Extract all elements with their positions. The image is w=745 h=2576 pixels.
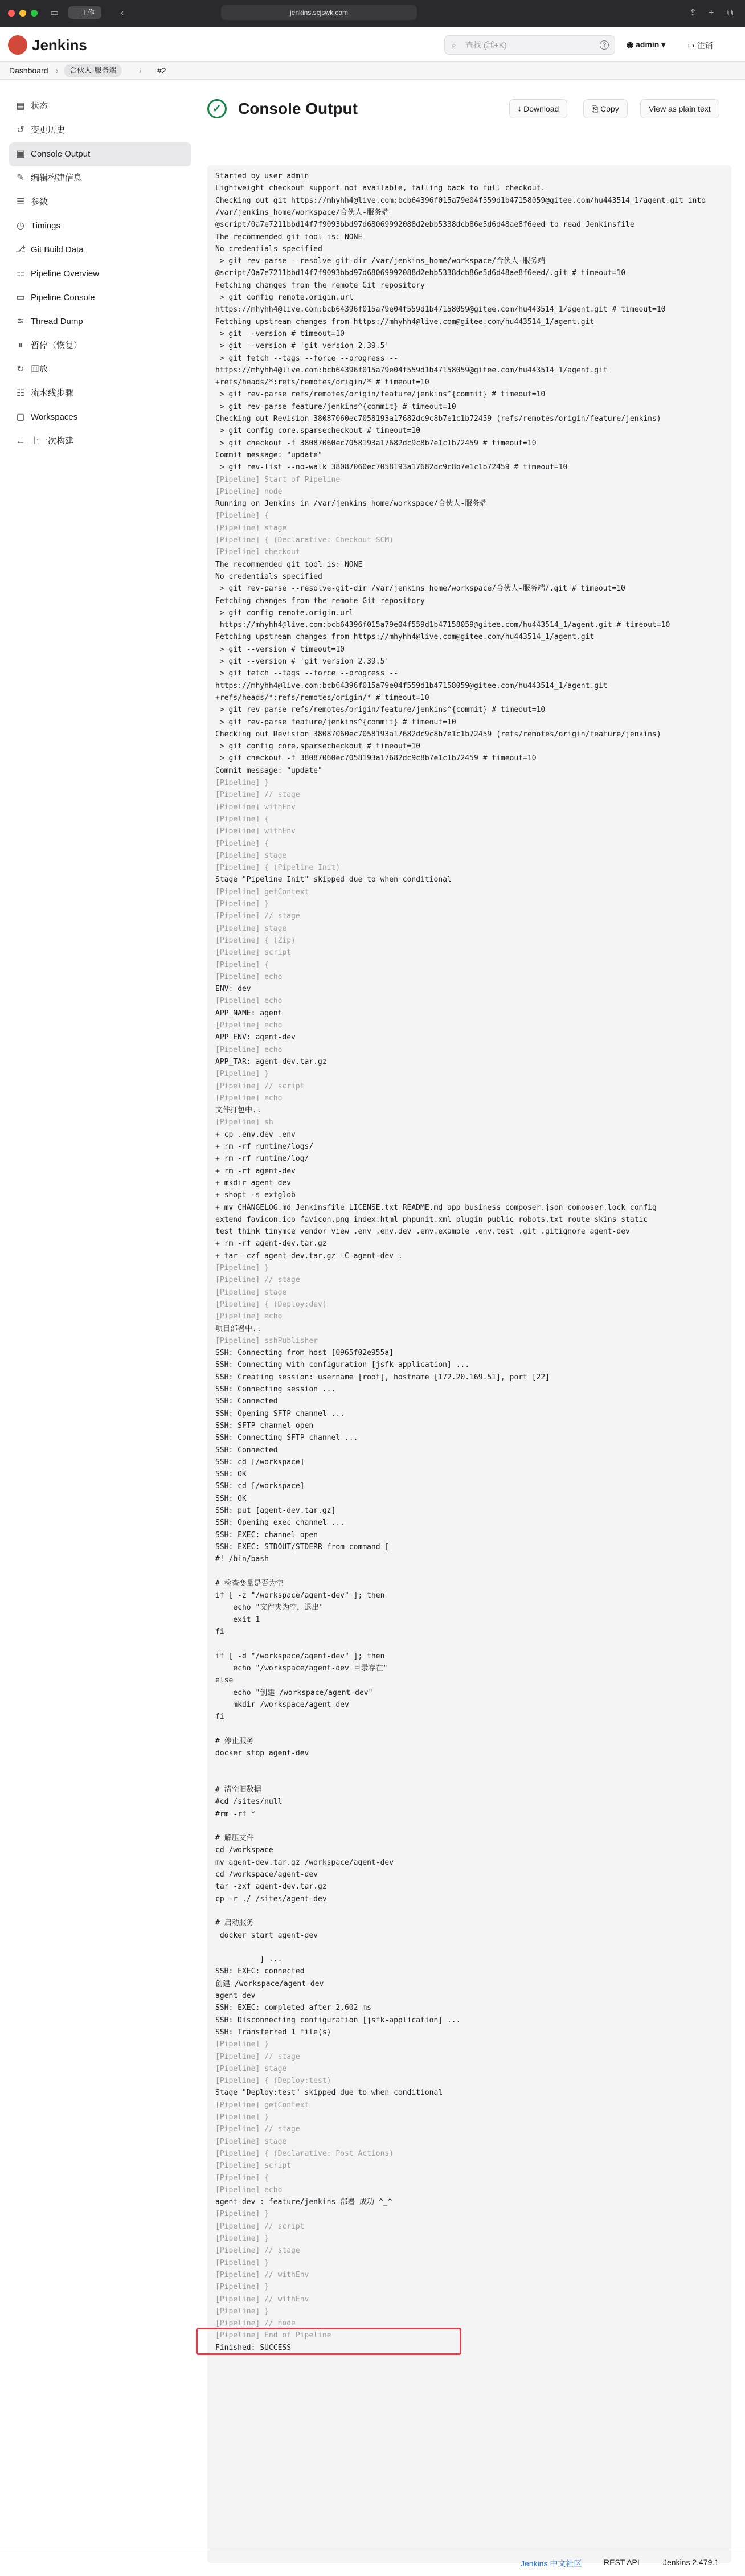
sidebar-item-8[interactable]: [9, 286, 191, 310]
console-line: [Pipeline] {: [215, 960, 269, 969]
sidebar-item-label: 暂停（恢复）: [31, 341, 83, 350]
console-line: [Pipeline] // stage: [215, 791, 300, 800]
sidebar-item-11[interactable]: [9, 358, 191, 382]
back-icon[interactable]: ‹: [121, 8, 124, 18]
console-line: [Pipeline] script: [215, 2161, 292, 2170]
console-line: [Pipeline] { (Deploy:dev): [215, 1300, 327, 1309]
sidebar-item-label: Pipeline Overview: [31, 269, 100, 279]
console-line: > git config remote.origin.url: [215, 608, 354, 617]
pause-icon: ⏸: [18, 341, 23, 350]
jenkins-page: [0, 27, 745, 2576]
terminal-icon: ▣: [16, 149, 25, 159]
console-line: [Pipeline] {: [215, 814, 269, 824]
console-line: + mv CHANGELOG.md Jenkinsfile LICENSE.txt README.md app business composer.json composer.lock config: [215, 1203, 657, 1212]
minimize-window-icon[interactable]: [19, 10, 26, 17]
console-line: https://mhyhh4@live.com:bcb64396f015a79e04f559d1b47158059@gitee.com/hu443514_1/agent.git: [215, 366, 608, 375]
console-line: SSH: cd [/workspace]: [215, 1457, 305, 1467]
console-line: @script/0a7e7211bbd14f7f9093bbd97d68069992088d2ebb5338dcb86e5d6d48ae8f6eed/.git # timeout=10: [215, 269, 626, 278]
console-line: cd /workspace/agent-dev: [215, 1870, 318, 1879]
console-line: [Pipeline] sh: [215, 1118, 273, 1127]
console-line: [Pipeline] echo: [215, 1021, 283, 1030]
sidebar-item-label: 回放: [31, 365, 48, 374]
console-line: SSH: put [agent-dev.tar.gz]: [215, 1506, 336, 1515]
console-line: Started by user admin: [215, 172, 309, 181]
console-line: SSH: EXEC: completed after 2,602 ms: [215, 2004, 371, 2013]
console-line: > git rev-parse --resolve-git-dir /var/jenkins_home/workspace/合伙人-服务端/.git # timeout=10: [215, 584, 625, 593]
top-header: [0, 27, 745, 62]
console-line: # 检查变量是否为空: [215, 1579, 284, 1588]
console-line: > git --version # 'git version 2.39.5': [215, 342, 390, 351]
console-line: docker stop agent-dev: [215, 1749, 309, 1758]
clock-icon: ◷: [17, 221, 24, 231]
console-line: [Pipeline] {: [215, 511, 269, 521]
steps-icon: ☷: [16, 388, 25, 398]
console-line: fi: [215, 1628, 224, 1636]
console-line: + shopt -s extglob: [215, 1191, 296, 1200]
console-line: if [ -z "/workspace/agent-dev" ]; then: [215, 1591, 385, 1600]
edit-icon: ✎: [17, 173, 24, 183]
thread-icon: ≋: [17, 317, 24, 326]
console-line: Lightweight checkout support not available, falling back to full checkout.: [215, 184, 546, 193]
console-line: [Pipeline] echo: [215, 2185, 283, 2194]
console-line: agent-dev: [215, 1992, 256, 2000]
console-line: > git --version # 'git version 2.39.5': [215, 657, 390, 666]
footer-rest-api-link[interactable]: REST API: [604, 2558, 640, 2567]
console-line: SSH: OK: [215, 1470, 247, 1479]
console-line: > git fetch --tags --force --progress --: [215, 669, 398, 678]
copy-label: Copy: [600, 104, 619, 113]
copy-button[interactable]: ⎘ Copy: [583, 99, 628, 118]
console-line: [Pipeline] stage: [215, 851, 287, 860]
console-line: [Pipeline] stage: [215, 523, 287, 533]
console-line: SSH: Connecting SFTP channel ...: [215, 1434, 358, 1443]
console-line: + rm -rf runtime/logs/: [215, 1142, 314, 1151]
console-line: [Pipeline] script: [215, 948, 292, 957]
console-line: Commit message: "update": [215, 766, 322, 775]
console-line: > git --version # timeout=10: [215, 645, 345, 654]
console-line: > git config remote.origin.url: [215, 293, 354, 302]
console-line: > git --version # timeout=10: [215, 329, 345, 338]
search-icon: ⌕: [452, 40, 456, 50]
console-line: [Pipeline] }: [215, 1264, 269, 1272]
console-line: 项目部署中..: [215, 1324, 261, 1333]
console-line: #rm -rf *: [215, 1809, 256, 1819]
breadcrumb-separator-icon: ›: [56, 66, 59, 75]
console-line: > git config core.sparsecheckout # timeout=10: [215, 427, 421, 436]
sidebar-item-9[interactable]: [9, 310, 191, 334]
console-line: [Pipeline] getContext: [215, 2100, 309, 2110]
console-line: [Pipeline] stage: [215, 924, 287, 933]
console-line: Finished: SUCCESS: [215, 2343, 292, 2352]
console-line: SSH: Connected: [215, 1445, 278, 1455]
maximize-window-icon[interactable]: [31, 10, 38, 17]
sidebar-item-label: 状态: [31, 101, 48, 111]
console-line: APP_ENV: agent-dev: [215, 1033, 296, 1042]
sidebar-item-10[interactable]: [9, 334, 191, 358]
user-name: admin: [636, 40, 660, 49]
console-line: > git rev-parse feature/jenkins^{commit} # timeout=10: [215, 402, 456, 411]
console-line: > git rev-parse refs/remotes/origin/feature/jenkins^{commit} # timeout=10: [215, 390, 546, 399]
console-line: > git config core.sparsecheckout # timeout=10: [215, 742, 421, 751]
list-icon: ☰: [16, 197, 25, 207]
sidebar-item-4[interactable]: [9, 190, 191, 214]
console-line: [Pipeline] { (Declarative: Post Actions): [215, 2149, 394, 2158]
console-line: [Pipeline] { (Declarative: Checkout SCM): [215, 536, 394, 544]
brand-title[interactable]: Jenkins: [32, 36, 87, 54]
sidebar-item-5[interactable]: [9, 214, 191, 238]
browser-tab-group[interactable]: 工作: [68, 6, 101, 19]
console-line: Checking out Revision 38087060ec7058193a17682dc9c8b7e1c1b72459 (refs/remotes/origin/feature/jenkins): [215, 730, 661, 739]
console-icon: ▭: [16, 293, 25, 302]
console-line: SSH: SFTP channel open: [215, 1421, 314, 1430]
console-line: + rm -rf agent-dev.tar.gz: [215, 1239, 327, 1248]
console-line: [Pipeline] {: [215, 2173, 269, 2182]
console-line: [Pipeline] // stage: [215, 912, 300, 921]
console-line: [Pipeline] // withEnv: [215, 2295, 309, 2304]
search-input[interactable]: [444, 35, 615, 55]
console-line: +refs/heads/*:refs/remotes/origin/* # timeout=10: [215, 693, 429, 702]
console-line: [Pipeline] node: [215, 487, 283, 496]
console-line: Commit message: "update": [215, 451, 322, 460]
console-line: > git rev-parse feature/jenkins^{commit} # timeout=10: [215, 718, 456, 727]
console-line: [Pipeline] { (Zip): [215, 936, 296, 945]
user-menu[interactable]: ◉ admin ▾: [627, 40, 666, 49]
sidebar-item-label: Timings: [31, 221, 60, 231]
sidebar-item-label: Pipeline Console: [31, 293, 95, 302]
folder-icon: ▢: [16, 412, 25, 422]
sidebar-item-12[interactable]: [9, 382, 191, 406]
console-line: [Pipeline] }: [215, 2210, 269, 2219]
sidebar-item-label: 上一次构建: [31, 436, 74, 446]
console-line: https://mhyhh4@live.com:bcb64396f015a79e04f559d1b47158059@gitee.com/hu443514_1/agent.git # timeout=10: [215, 621, 670, 630]
tabs-overview-icon[interactable]: ⧉: [727, 8, 734, 18]
console-line: if [ -d "/workspace/agent-dev" ]; then: [215, 1652, 385, 1661]
console-line: > git rev-parse --resolve-git-dir /var/jenkins_home/workspace/合伙人-服务端: [215, 257, 545, 266]
console-line: [Pipeline] }: [215, 2258, 269, 2267]
sidebar-item-6[interactable]: [9, 238, 191, 262]
search-placeholder: 查找 (⌘+K): [465, 40, 507, 50]
console-line: # 解压文件: [215, 1834, 254, 1843]
console-line: + cp .env.dev .env: [215, 1130, 296, 1139]
console-line: [Pipeline] // stage: [215, 2246, 300, 2255]
console-line: [Pipeline] checkout: [215, 548, 300, 557]
console-line: SSH: Opening exec channel ...: [215, 1518, 345, 1527]
console-line: [Pipeline] sshPublisher: [215, 1336, 318, 1345]
console-line: [Pipeline] withEnv: [215, 802, 296, 812]
console-line: [Pipeline] }: [215, 1070, 269, 1079]
console-line: No credentials specified: [215, 244, 322, 253]
logout-link[interactable]: ↦ 注销: [688, 41, 713, 50]
console-line: echo "/workspace/agent-dev 目录存在": [215, 1664, 388, 1673]
console-line: [Pipeline] Start of Pipeline: [215, 475, 341, 484]
console-line: > git rev-parse refs/remotes/origin/feature/jenkins^{commit} # timeout=10: [215, 706, 546, 715]
console-line: [Pipeline] echo: [215, 1312, 283, 1321]
sidebar-item-3[interactable]: [9, 166, 191, 190]
sidebar-item-label: Git Build Data: [31, 245, 84, 255]
console-line: APP_TAR: agent-dev.tar.gz: [215, 1057, 327, 1066]
pipeline-icon: ⚏: [16, 269, 25, 279]
sidebar-item-1[interactable]: [9, 118, 191, 142]
console-line: [Pipeline] getContext: [215, 887, 309, 896]
download-label: Download: [523, 104, 559, 113]
console-line: [Pipeline] // script: [215, 1082, 305, 1091]
console-line: # 启动服务: [215, 1919, 254, 1928]
console-line: /var/jenkins_home/workspace/合伙人-服务端: [215, 208, 389, 217]
history-icon: ↺: [17, 125, 24, 135]
console-line: SSH: cd [/workspace]: [215, 1482, 305, 1491]
console-line: Checking out Revision 38087060ec7058193a17682dc9c8b7e1c1b72459 (refs/remotes/origin/feature/jenkins): [215, 415, 661, 423]
console-line: SSH: Connecting with configuration [jsfk-application] ...: [215, 1361, 470, 1370]
view-plain-text-button[interactable]: View as plain text: [640, 99, 719, 118]
console-line: Checking out git https://mhyhh4@live.com:bcb64396f015a79e04f559d1b47158059@gitee.com/hu443514_1/agent.git into: [215, 196, 706, 205]
console-line: Fetching changes from the remote Git repository: [215, 596, 425, 605]
console-line: [Pipeline] { (Deploy:test): [215, 2077, 331, 2086]
console-line: [Pipeline] // withEnv: [215, 2270, 309, 2279]
console-line: ] ...: [215, 1955, 283, 1964]
sidebar-item-label: 流水线步骤: [31, 388, 74, 398]
console-line: else: [215, 1676, 234, 1685]
sidebar-item-13[interactable]: [9, 406, 191, 429]
download-button[interactable]: ⤓ Download: [509, 99, 567, 118]
sidebar-item-label: Thread Dump: [31, 317, 83, 326]
console-line: Stage "Pipeline Init" skipped due to when conditional: [215, 875, 452, 884]
console-line: [Pipeline] stage: [215, 2137, 287, 2146]
console-line: [Pipeline] withEnv: [215, 827, 296, 836]
console-line: No credentials specified: [215, 572, 322, 581]
console-line: > git checkout -f 38087060ec7058193a17682dc9c8b7e1c1b72459 # timeout=10: [215, 439, 537, 448]
sidebar-item-7[interactable]: [9, 262, 191, 286]
sidebar: [9, 95, 191, 453]
sidebar-item-label: Workspaces: [31, 412, 78, 422]
breadcrumb: [0, 62, 745, 80]
footer: [0, 2549, 745, 2576]
footer-community-link[interactable]: Jenkins 中文社区: [521, 2559, 582, 2568]
console-line: + tar -czf agent-dev.tar.gz -C agent-dev .: [215, 1251, 403, 1260]
console-line: Fetching upstream changes from https://mhyhh4@live.com@gitee.com/hu443514_1/agent.git: [215, 633, 595, 642]
share-icon[interactable]: ⇪: [689, 8, 697, 18]
sidebar-item-0[interactable]: [9, 95, 191, 118]
console-line: [Pipeline] }: [215, 2234, 269, 2243]
document-icon: ▤: [16, 101, 25, 111]
console-line: SSH: Transferred 1 file(s): [215, 2028, 331, 2037]
console-line: Fetching upstream changes from https://mhyhh4@live.com@gitee.com/hu443514_1/agent.git: [215, 317, 595, 326]
console-line: The recommended git tool is: NONE: [215, 232, 363, 241]
console-line: [Pipeline] }: [215, 2113, 269, 2122]
logout-label: 注销: [697, 41, 713, 50]
arrow-left-icon: ←: [16, 436, 25, 446]
console-line: > git fetch --tags --force --progress --: [215, 354, 398, 363]
console-line: # 清空旧数据: [215, 1785, 261, 1794]
console-line: The recommended git tool is: NONE: [215, 560, 363, 569]
console-line: docker start agent-dev: [215, 1931, 318, 1940]
console-line: SSH: Connected: [215, 1397, 278, 1406]
console-line: Stage "Deploy:test" skipped due to when conditional: [215, 2088, 443, 2098]
console-line: [Pipeline] // stage: [215, 2052, 300, 2061]
console-line: SSH: EXEC: channel open: [215, 1530, 318, 1539]
console-line: https://mhyhh4@live.com:bcb64396f015a79e04f559d1b47158059@gitee.com/hu443514_1/agent.git # timeout=10: [215, 305, 666, 314]
console-line: SSH: EXEC: STDOUT/STDERR from command [: [215, 1542, 390, 1551]
replay-icon: ↻: [17, 365, 24, 374]
help-icon[interactable]: ?: [600, 40, 609, 50]
console-line: 创建 /workspace/agent-dev: [215, 1979, 324, 1988]
sidebar-item-14[interactable]: [9, 429, 191, 453]
url-bar[interactable]: jenkins.scjswk.com: [221, 5, 417, 20]
console-line: [Pipeline] }: [215, 900, 269, 908]
console-line: [Pipeline] stage: [215, 1288, 287, 1297]
console-line: #cd /sites/null: [215, 1797, 283, 1807]
console-line: +refs/heads/*:refs/remotes/origin/* # timeout=10: [215, 378, 429, 387]
console-line: [Pipeline] {: [215, 839, 269, 848]
console-line: fi: [215, 1713, 224, 1722]
console-line: + mkdir agent-dev: [215, 1178, 292, 1187]
console-line: [Pipeline] End of Pipeline: [215, 2331, 331, 2340]
breadcrumb-dashboard[interactable]: Dashboard: [9, 66, 48, 75]
console-line: cp -r ./ /sites/agent-dev: [215, 1894, 327, 1903]
console-line: SSH: Creating session: username [root], hostname [172.20.169.51], port [22]: [215, 1373, 550, 1382]
console-line: mkdir /workspace/agent-dev: [215, 1700, 349, 1709]
browser-chrome: [0, 0, 745, 27]
console-line: [Pipeline] { (Pipeline Init): [215, 863, 341, 873]
console-line: [Pipeline] // node: [215, 2319, 296, 2328]
sidebar-item-label: 变更历史: [31, 125, 66, 135]
sidebar-item-label: 编辑构建信息: [31, 173, 83, 183]
console-line: [Pipeline] // script: [215, 2222, 305, 2231]
console-line: echo "创建 /workspace/agent-dev": [215, 1688, 373, 1697]
console-line: ENV: dev: [215, 985, 251, 994]
console-line: [Pipeline] // stage: [215, 2125, 300, 2134]
console-line: 文件打包中..: [215, 1106, 261, 1115]
console-line: https://mhyhh4@live.com:bcb64396f015a79e04f559d1b47158059@gitee.com/hu443514_1/agent.git: [215, 681, 608, 690]
breadcrumb-build[interactable]: #2: [157, 66, 166, 75]
console-line: # 停止服务: [215, 1737, 254, 1746]
page-title: Console Output: [238, 100, 358, 117]
console-line: [Pipeline] }: [215, 2307, 269, 2316]
console-line: @script/0a7e7211bbd14f7f9093bbd97d68069992088d2ebb5338dcb86e5d6d48ae8f6eed to read Jenkinsfile: [215, 220, 635, 230]
console-line: [Pipeline] echo: [215, 997, 283, 1006]
console-line: tar -zxf agent-dev.tar.gz: [215, 1882, 327, 1891]
console-line: [Pipeline] echo: [215, 1045, 283, 1054]
console-line: Fetching changes from the remote Git repository: [215, 281, 425, 290]
git-icon: ⎇: [15, 245, 26, 255]
breadcrumb-job[interactable]: 合伙人-服务端: [64, 64, 122, 77]
sidebar-item-2[interactable]: [9, 142, 191, 166]
success-check-icon: ✓: [207, 99, 227, 118]
console-line: > git checkout -f 38087060ec7058193a17682dc9c8b7e1c1b72459 # timeout=10: [215, 754, 537, 763]
console-line: SSH: Disconnecting configuration [jsfk-application] ...: [215, 2016, 461, 2025]
console-line: mv agent-dev.tar.gz /workspace/agent-dev: [215, 1858, 394, 1867]
sidebar-item-label: 参数: [31, 197, 48, 207]
breadcrumb-separator-icon: ›: [139, 66, 142, 75]
console-line: SSH: EXEC: connected: [215, 1967, 305, 1976]
console-line: SSH: OK: [215, 1494, 247, 1503]
console-line: + rm -rf agent-dev: [215, 1166, 296, 1176]
jenkins-logo-icon[interactable]: [8, 35, 27, 55]
console-line: Running on Jenkins in /var/jenkins_home/workspace/合伙人-服务端: [215, 499, 488, 509]
console-line: [Pipeline] // stage: [215, 1276, 300, 1285]
console-line: [Pipeline] echo: [215, 972, 283, 981]
console-line: exit 1: [215, 1615, 260, 1624]
console-line: [Pipeline] stage: [215, 2064, 287, 2073]
console-line: [Pipeline] }: [215, 779, 269, 787]
console-line: extend favicon.ico favicon.png index.html phpunit.xml plugin public robots.txt route skins static: [215, 1215, 648, 1224]
sidebar-toggle-icon[interactable]: ▭: [50, 8, 59, 18]
console-line: [Pipeline] echo: [215, 1094, 283, 1103]
console-line: + rm -rf runtime/log/: [215, 1154, 309, 1164]
console-line: [Pipeline] }: [215, 2283, 269, 2292]
console-line: cd /workspace: [215, 1846, 273, 1855]
console-line: SSH: Opening SFTP channel ...: [215, 1409, 345, 1418]
console-line: [Pipeline] }: [215, 2040, 269, 2049]
console-line: #! /bin/bash: [215, 1555, 269, 1564]
console-line: echo "文件夹为空，退出": [215, 1603, 324, 1612]
footer-version[interactable]: Jenkins 2.479.1: [663, 2558, 719, 2567]
console-output: [207, 165, 731, 2563]
sidebar-item-label: Console Output: [31, 149, 91, 159]
close-window-icon[interactable]: [8, 10, 15, 17]
console-line: SSH: Connecting session ...: [215, 1385, 336, 1394]
new-tab-icon[interactable]: +: [709, 8, 714, 18]
console-line: agent-dev : feature/jenkins 部署 成功 ^_^: [215, 2198, 392, 2207]
console-line: APP_NAME: agent: [215, 1009, 283, 1018]
console-line: SSH: Connecting from host [0965f02e955a]: [215, 1349, 394, 1358]
console-line: test think tinymce vendor view .env .env.dev .env.example .env.test .git .gitignore agent-dev: [215, 1227, 630, 1236]
console-line: > git rev-list --no-walk 38087060ec7058193a17682dc9c8b7e1c1b72459 # timeout=10: [215, 463, 568, 472]
highlight-annotation: [196, 2328, 461, 2355]
